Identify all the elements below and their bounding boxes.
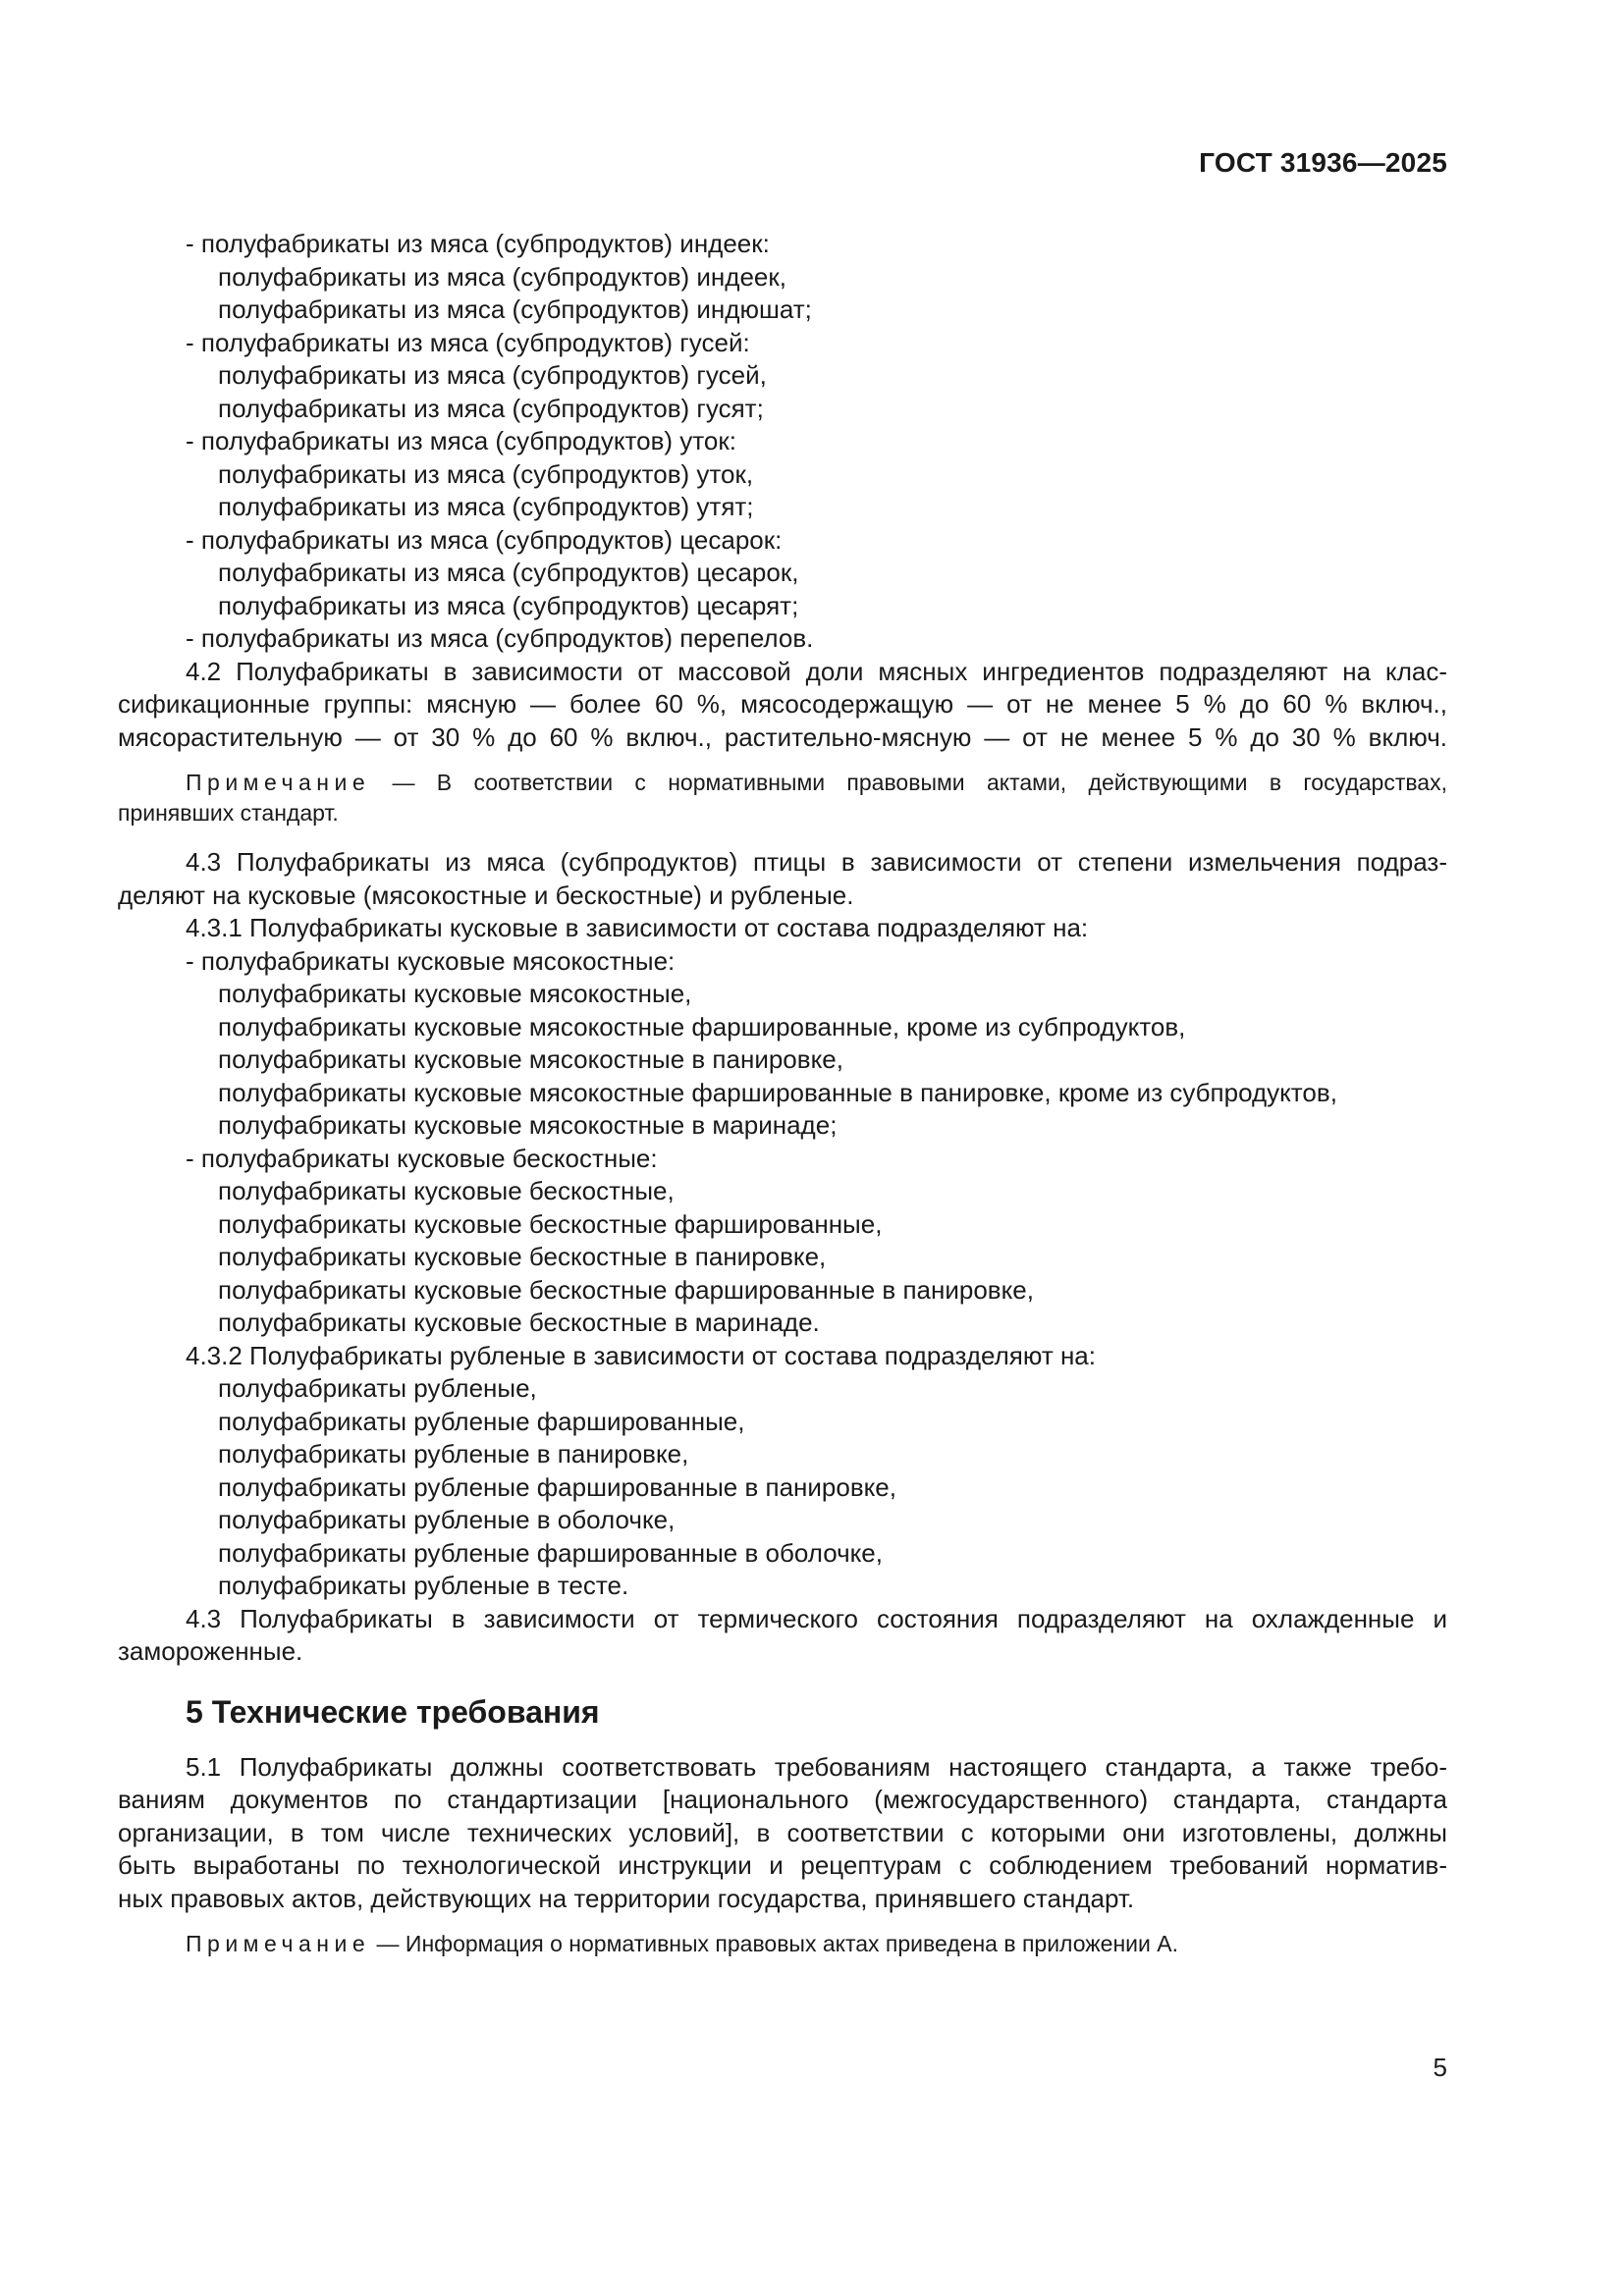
list-item: полуфабрикаты из мяса (субпродуктов) утят;: [218, 492, 754, 521]
list-item: - полуфабрикаты из мяса (субпродуктов) перепелов.: [186, 623, 814, 653]
list-item: полуфабрикаты кусковые бескостные фаршированные,: [218, 1208, 883, 1239]
list-item: полуфабрикаты кусковые мясокостные фаршированные в панировке, кроме из субпродуктов,: [218, 1077, 1337, 1107]
paragraph-4-3-line: 4.3 Полуфабрикаты из мяса (субпродуктов) птицы в зависимости от степени измельчения подраз-: [186, 847, 1447, 877]
list-item: - полуфабрикаты из мяса (субпродуктов) гусей:: [186, 327, 750, 357]
list-item: полуфабрикаты кусковые мясокостные в панировке,: [218, 1044, 843, 1074]
list-item: полуфабрикаты рубленые в панировке,: [218, 1439, 689, 1468]
note-text: — В соответствии с нормативными правовыми актами, действующими в государствах,: [370, 770, 1447, 795]
list-item: - полуфабрикаты из мяса (субпродуктов) уток:: [186, 426, 736, 455]
list-item: полуфабрикаты рубленые в оболочке,: [218, 1505, 676, 1534]
list-item: - полуфабрикаты кусковые мясокостные:: [186, 945, 676, 976]
list-item: полуфабрикаты рубленые фаршированные в панировке,: [218, 1471, 896, 1502]
list-item: полуфабрикаты рубленые,: [218, 1373, 537, 1403]
note-2: [118, 1929, 1447, 1959]
paragraph-4-3-thermal-line: 4.3 Полуфабрикаты в зависимости от термического состояния подразделяют на охлажденные и: [186, 1603, 1447, 1633]
page-body: [118, 228, 1447, 1959]
list-item: полуфабрикаты кусковые мясокостные,: [218, 979, 692, 1008]
list-item: полуфабрикаты кусковые бескостные фаршированные в панировке,: [218, 1274, 1034, 1305]
list-item: полуфабрикаты из мяса (субпродуктов) цесарок,: [218, 558, 799, 587]
paragraph-4-3-2: 4.3.2 Полуфабрикаты рубленые в зависимости от состава подразделяют на:: [186, 1340, 1096, 1370]
note-1-continuation: принявших стандарт.: [118, 800, 339, 826]
list-item: - полуфабрикаты из мяса (субпродуктов) индеек:: [186, 229, 770, 258]
paragraph-4-3-1: 4.3.1 Полуфабрикаты кусковые в зависимости от состава подразделяют на:: [186, 913, 1089, 942]
document-id: ГОСТ 31936—2025: [1199, 147, 1447, 178]
list-item: - полуфабрикаты кусковые бескостные:: [186, 1143, 658, 1173]
list-item: полуфабрикаты кусковые мясокостные фаршированные, кроме из субпродуктов,: [218, 1011, 1186, 1041]
list-item: полуфабрикаты из мяса (субпродуктов) индюшат;: [218, 294, 812, 324]
list-item: полуфабрикаты из мяса (субпродуктов) гусят;: [218, 393, 764, 423]
list-item: полуфабрикаты из мяса (субпродуктов) индеек,: [218, 261, 786, 292]
paragraph-4-2-line: мясорастительную — от 30 % до 60 % включ., растительно-мясную — от не менее 5 % до 30 % включ.: [118, 721, 1447, 752]
note-text: — Информация о нормативных правовых актах приведена в приложении А.: [370, 1931, 1178, 1956]
paragraph-4-2-line: 4.2 Полуфабрикаты в зависимости от массовой доли мясных ингредиентов подразделяют на клас-: [186, 656, 1447, 686]
paragraph-5-1-line: ных правовых актов, действующих на территории государства, принявшего стандарт.: [118, 1883, 1135, 1913]
list-item: - полуфабрикаты из мяса (субпродуктов) цесарок:: [186, 524, 783, 555]
list-item: полуфабрикаты кусковые бескостные в маринаде.: [218, 1308, 820, 1337]
list-item: полуфабрикаты рубленые фаршированные в оболочке,: [218, 1537, 883, 1568]
list-item: полуфабрикаты рубленые фаршированные,: [218, 1406, 745, 1436]
paragraph-4-3-thermal-line: замороженные.: [118, 1636, 303, 1666]
list-item: полуфабрикаты рубленые в тесте.: [218, 1571, 629, 1600]
list-item: полуфабрикаты кусковые бескостные,: [218, 1176, 675, 1205]
paragraph-5-1-line: организации, в том числе технических условий], в соответствии с которыми они изготовлены, должны: [118, 1817, 1447, 1847]
page-number: 5: [1433, 2053, 1447, 2082]
note-label: Примечание: [186, 770, 371, 795]
list-item: полуфабрикаты из мяса (субпродуктов) гусей,: [218, 360, 767, 390]
paragraph-4-2-line: сификационные группы: мясную — более 60 %, мясосодержащую — от не менее 5 % до 60 % включ.,: [118, 689, 1447, 719]
note-1: [118, 768, 1447, 798]
paragraph-5-1-line: ваниям документов по стандартизации [национального (межгосударственного) стандарта, стандарта: [118, 1785, 1447, 1814]
paragraph-4-3-line: деляют на кусковые (мясокостные и бескостные) и рубленые.: [118, 880, 854, 910]
list-item: полуфабрикаты из мяса (субпродуктов) уток,: [218, 458, 754, 489]
list-item: полуфабрикаты кусковые бескостные в панировке,: [218, 1242, 827, 1271]
list-item: полуфабрикаты из мяса (субпродуктов) цесарят;: [218, 590, 799, 620]
section-heading: 5 Технические требования: [186, 1693, 600, 1730]
paragraph-5-1-line: 5.1 Полуфабрикаты должны соответствовать требованиям настоящего стандарта, а также требо-: [186, 1751, 1447, 1782]
paragraph-5-1-line: быть выработаны по технологической инструкции и рецептурам с соблюдением требований норматив-: [118, 1850, 1447, 1880]
list-item: полуфабрикаты кусковые мясокостные в маринаде;: [218, 1110, 838, 1140]
note-label: Примечание: [186, 1931, 371, 1956]
